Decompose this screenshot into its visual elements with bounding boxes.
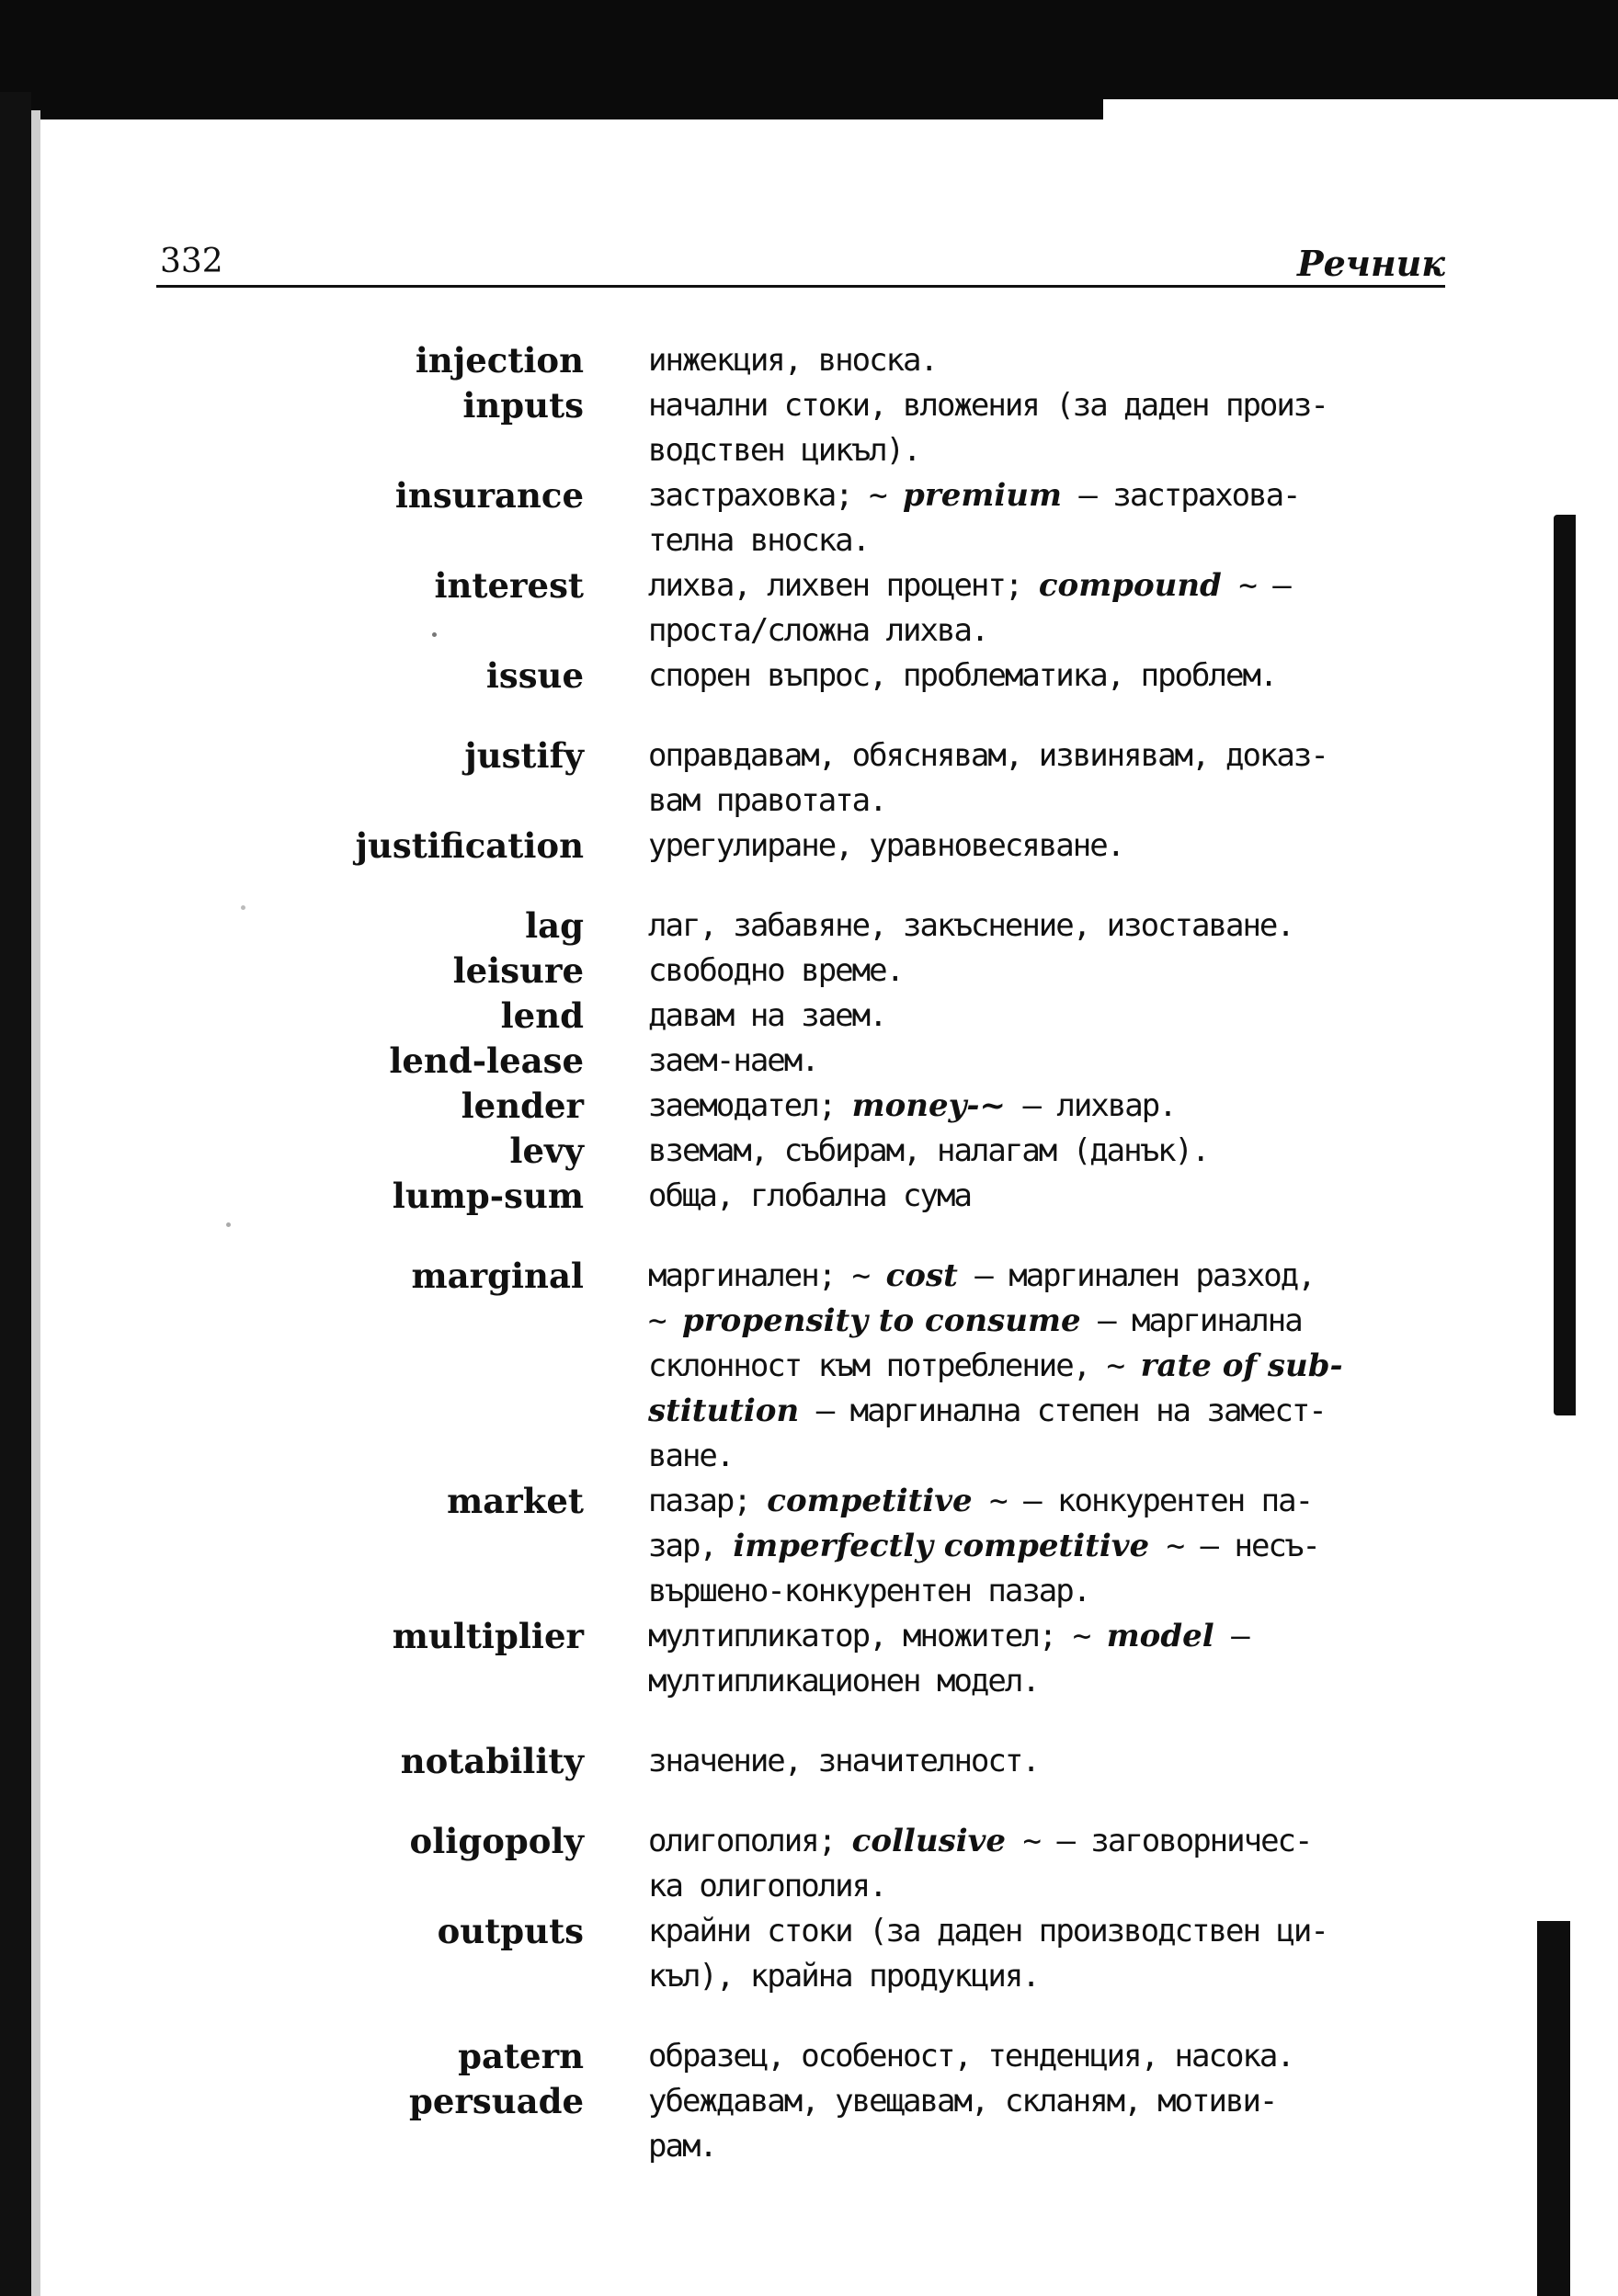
dictionary-entry xyxy=(156,1254,1445,1479)
scan-shadow-left xyxy=(31,110,40,2296)
dictionary-entry xyxy=(156,1084,1445,1129)
dictionary-entry xyxy=(156,994,1445,1039)
dictionary-entry xyxy=(156,1819,1445,1909)
scan-border-top-notch xyxy=(0,99,1103,119)
entry-term: injection xyxy=(415,340,584,381)
dictionary-entry xyxy=(156,654,1445,699)
dictionary-entry xyxy=(156,904,1445,949)
entry-term: lender xyxy=(461,1085,584,1126)
dictionary-entry xyxy=(156,824,1445,869)
dictionary-entry xyxy=(156,2034,1445,2079)
entry-definition: урегулиране, уравновесяване. xyxy=(648,827,1124,864)
entry-term: oligopoly xyxy=(409,1821,584,1861)
entry-definition: заемодател; money-~ — лихвар. xyxy=(648,1087,1176,1124)
entry-definition: свободно време. xyxy=(648,952,904,989)
page-number: 332 xyxy=(160,243,223,280)
entry-definition: олигополия; collusive ~ — заговорничес- ка олигополия. xyxy=(648,1823,1312,1904)
scan-mark-right-lower xyxy=(1537,1921,1570,2296)
entry-term: patern xyxy=(458,2036,584,2076)
entry-term: leisure xyxy=(452,950,584,991)
entry-term: insurance xyxy=(394,475,584,516)
entry-term: lag xyxy=(525,905,584,946)
entry-definition: лихва, лихвен процент; compound ~ — проста/сложна лихва. xyxy=(648,567,1290,649)
entry-term: inputs xyxy=(462,385,584,426)
entry-definition: образец, особеност, тенденция, насока. xyxy=(648,2038,1293,2074)
entry-definition: убеждавам, увещавам, скланям, мотиви- рам. xyxy=(648,2083,1277,2165)
dictionary-entry xyxy=(156,383,1445,473)
entry-definition: оправдавам, обяснявам, извинявам, доказ- вам правотата. xyxy=(648,737,1327,819)
entry-term: multiplier xyxy=(392,1616,584,1656)
entry-term: persuade xyxy=(408,2081,584,2121)
entry-definition: крайни стоки (за даден производствен ци- къл), крайна продукция. xyxy=(648,1913,1327,1995)
entry-term: lend-lease xyxy=(389,1040,584,1081)
entry-term: justification xyxy=(355,825,584,866)
entry-definition: заем-наем. xyxy=(648,1042,818,1079)
entry-term: marginal xyxy=(411,1256,584,1296)
entry-definition: мултипликатор, множител; ~ model — мултипликационен модел. xyxy=(648,1618,1248,1699)
dictionary-entry xyxy=(156,1129,1445,1174)
dictionary-entry xyxy=(156,1174,1445,1219)
entry-term: lend xyxy=(500,995,584,1036)
scan-border-left xyxy=(0,92,31,2296)
dictionary-entry xyxy=(156,1039,1445,1084)
entry-definition: маргинален; ~ cost — маргинален разход, ~ propensity to consume — маргинална склонност към потребление, ~ rate of sub- stitution — маргинална степен на замест- ване. xyxy=(648,1257,1343,1474)
entry-definition: обща, глобална сума xyxy=(648,1177,971,1214)
dictionary-entry xyxy=(156,733,1445,824)
dictionary-entry xyxy=(156,949,1445,994)
dictionary-entry xyxy=(156,473,1445,563)
entry-term: justify xyxy=(464,735,584,776)
running-title: Речник xyxy=(1297,243,1445,284)
entry-term: market xyxy=(447,1481,584,1521)
entry-definition: начални стоки, вложения (за даден произ- водствен цикъл). xyxy=(648,387,1327,469)
entry-definition: вземам, събирам, налагам (данък). xyxy=(648,1132,1209,1169)
scan-border-top xyxy=(0,0,1618,99)
dictionary-entry xyxy=(156,1739,1445,1784)
dictionary-entry xyxy=(156,1479,1445,1614)
page-header xyxy=(156,237,1445,288)
entry-definition: спорен въпрос, проблематика, проблем. xyxy=(648,657,1277,694)
entry-definition: пазар; competitive ~ — конкурентен па- зар, imperfectly competitive ~ — несъ- вършено-конкурентен пазар. xyxy=(648,1483,1319,1609)
entry-definition: давам на заем. xyxy=(648,997,886,1034)
dictionary-entry xyxy=(156,2079,1445,2169)
dictionary-entry xyxy=(156,338,1445,383)
entry-definition: значение, значителност. xyxy=(648,1743,1039,1779)
dictionary-entry xyxy=(156,563,1445,654)
entry-definition: лаг, забавяне, закъснение, изоставане. xyxy=(648,907,1293,944)
entry-definition: инжекция, вноска. xyxy=(648,342,937,379)
scan-mark-right-upper xyxy=(1554,515,1576,1415)
entry-term: issue xyxy=(485,655,584,696)
dictionary-entry xyxy=(156,1909,1445,1999)
entry-term: lump-sum xyxy=(392,1176,584,1216)
dictionary-list xyxy=(156,338,1445,2169)
entry-term: outputs xyxy=(437,1911,584,1951)
entry-term: levy xyxy=(509,1131,584,1171)
entry-term: notability xyxy=(400,1741,584,1781)
entry-term: interest xyxy=(434,565,584,606)
entry-definition: застраховка; ~ premium — застрахова- телна вноска. xyxy=(648,477,1300,559)
dictionary-entry xyxy=(156,1614,1445,1704)
